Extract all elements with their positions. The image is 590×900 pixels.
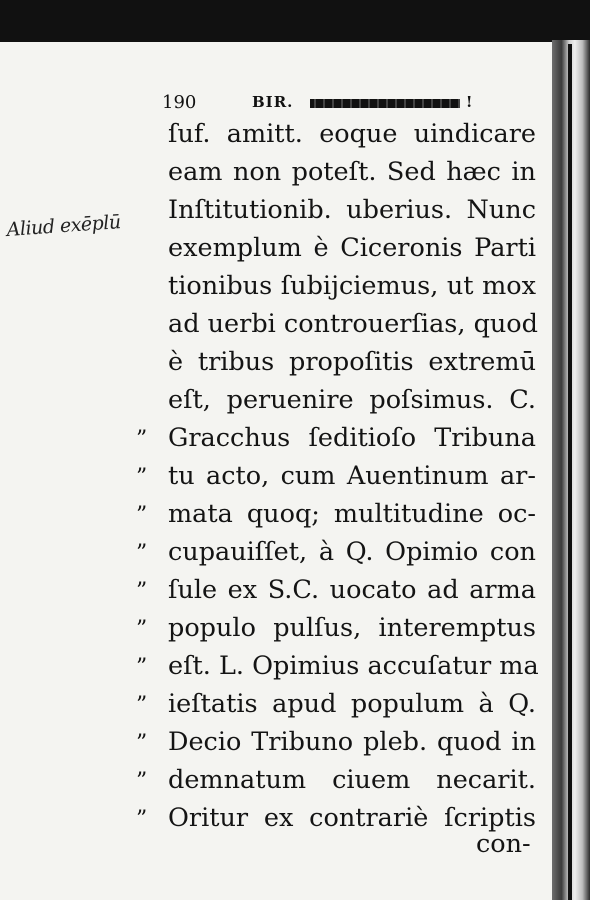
line-text: Oritur ex contrariè ſcriptis bbox=[168, 803, 536, 833]
line-text: exemplum è Ciceronis Parti bbox=[168, 233, 536, 263]
handwritten-marginal-note: Aliud exēplū bbox=[6, 211, 122, 241]
quotation-mark: ” bbox=[136, 465, 148, 490]
line-text: ad uerbi controuerſias, quod bbox=[168, 309, 538, 339]
text-line bbox=[0, 193, 552, 231]
line-text: ſule ex S.C. uocato ad arma bbox=[168, 575, 536, 605]
page-header bbox=[0, 92, 552, 116]
quotation-mark: ” bbox=[136, 807, 148, 832]
quotation-mark: ” bbox=[136, 579, 148, 604]
line-text: tu acto, cum Auentinum ar- bbox=[168, 461, 536, 491]
text-line bbox=[0, 573, 552, 611]
line-text: è tribus propoſitis extremū bbox=[168, 347, 536, 377]
quotation-mark: ” bbox=[136, 731, 148, 756]
scan-top-border bbox=[0, 0, 590, 42]
text-line bbox=[0, 535, 552, 573]
line-text: Gracchus ſeditioſo Tribuna bbox=[168, 423, 536, 453]
catchword: con- bbox=[476, 829, 531, 859]
line-text: cupauiſſet, à Q. Opimio con bbox=[168, 537, 536, 567]
quotation-mark: ” bbox=[136, 617, 148, 642]
text-line bbox=[0, 269, 552, 307]
quotation-mark: ” bbox=[136, 693, 148, 718]
page-number: 190 bbox=[162, 92, 197, 113]
line-text: eſt. L. Opimius accuſatur ma bbox=[168, 651, 539, 681]
line-text: Inſtitutionib. uberius. Nunc bbox=[168, 195, 536, 225]
text-line bbox=[0, 763, 552, 801]
text-line bbox=[0, 307, 552, 345]
line-text: ieſtatis apud populum à Q. bbox=[168, 689, 536, 719]
text-line bbox=[0, 155, 552, 193]
text-line bbox=[0, 649, 552, 687]
quotation-mark: ” bbox=[136, 541, 148, 566]
line-text: eſt, peruenire poſsimus. C. bbox=[168, 385, 536, 415]
line-text: tionibus ſubijciemus, ut mox bbox=[168, 271, 536, 301]
running-head-end: ! bbox=[465, 93, 474, 111]
text-line bbox=[0, 459, 552, 497]
text-line bbox=[0, 497, 552, 535]
running-head bbox=[252, 93, 482, 111]
quotation-mark: ” bbox=[136, 427, 148, 452]
struck-out-running-head bbox=[310, 99, 460, 108]
running-head-text: BIR. bbox=[252, 93, 300, 111]
gutter-shadow bbox=[568, 44, 572, 900]
line-text: eam non poteſt. Sed hæc in bbox=[168, 157, 536, 187]
text-line bbox=[0, 345, 552, 383]
line-text: mata quoq; multitudine oc- bbox=[168, 499, 536, 529]
text-line bbox=[0, 687, 552, 725]
line-text: Decio Tribuno pleb. quod in bbox=[168, 727, 536, 757]
quotation-mark: ” bbox=[136, 503, 148, 528]
quotation-mark: ” bbox=[136, 769, 148, 794]
line-text: ſuf. amitt. eoque uindicare bbox=[168, 119, 536, 149]
text-line bbox=[0, 231, 552, 269]
line-text: demnatum ciuem necarit. bbox=[168, 765, 536, 795]
text-line bbox=[0, 801, 552, 839]
text-line bbox=[0, 117, 552, 155]
quotation-mark: ” bbox=[136, 655, 148, 680]
text-line bbox=[0, 611, 552, 649]
line-text: populo pulſus, interemptus bbox=[168, 613, 536, 643]
text-line bbox=[0, 421, 552, 459]
text-line bbox=[0, 725, 552, 763]
text-line bbox=[0, 383, 552, 421]
